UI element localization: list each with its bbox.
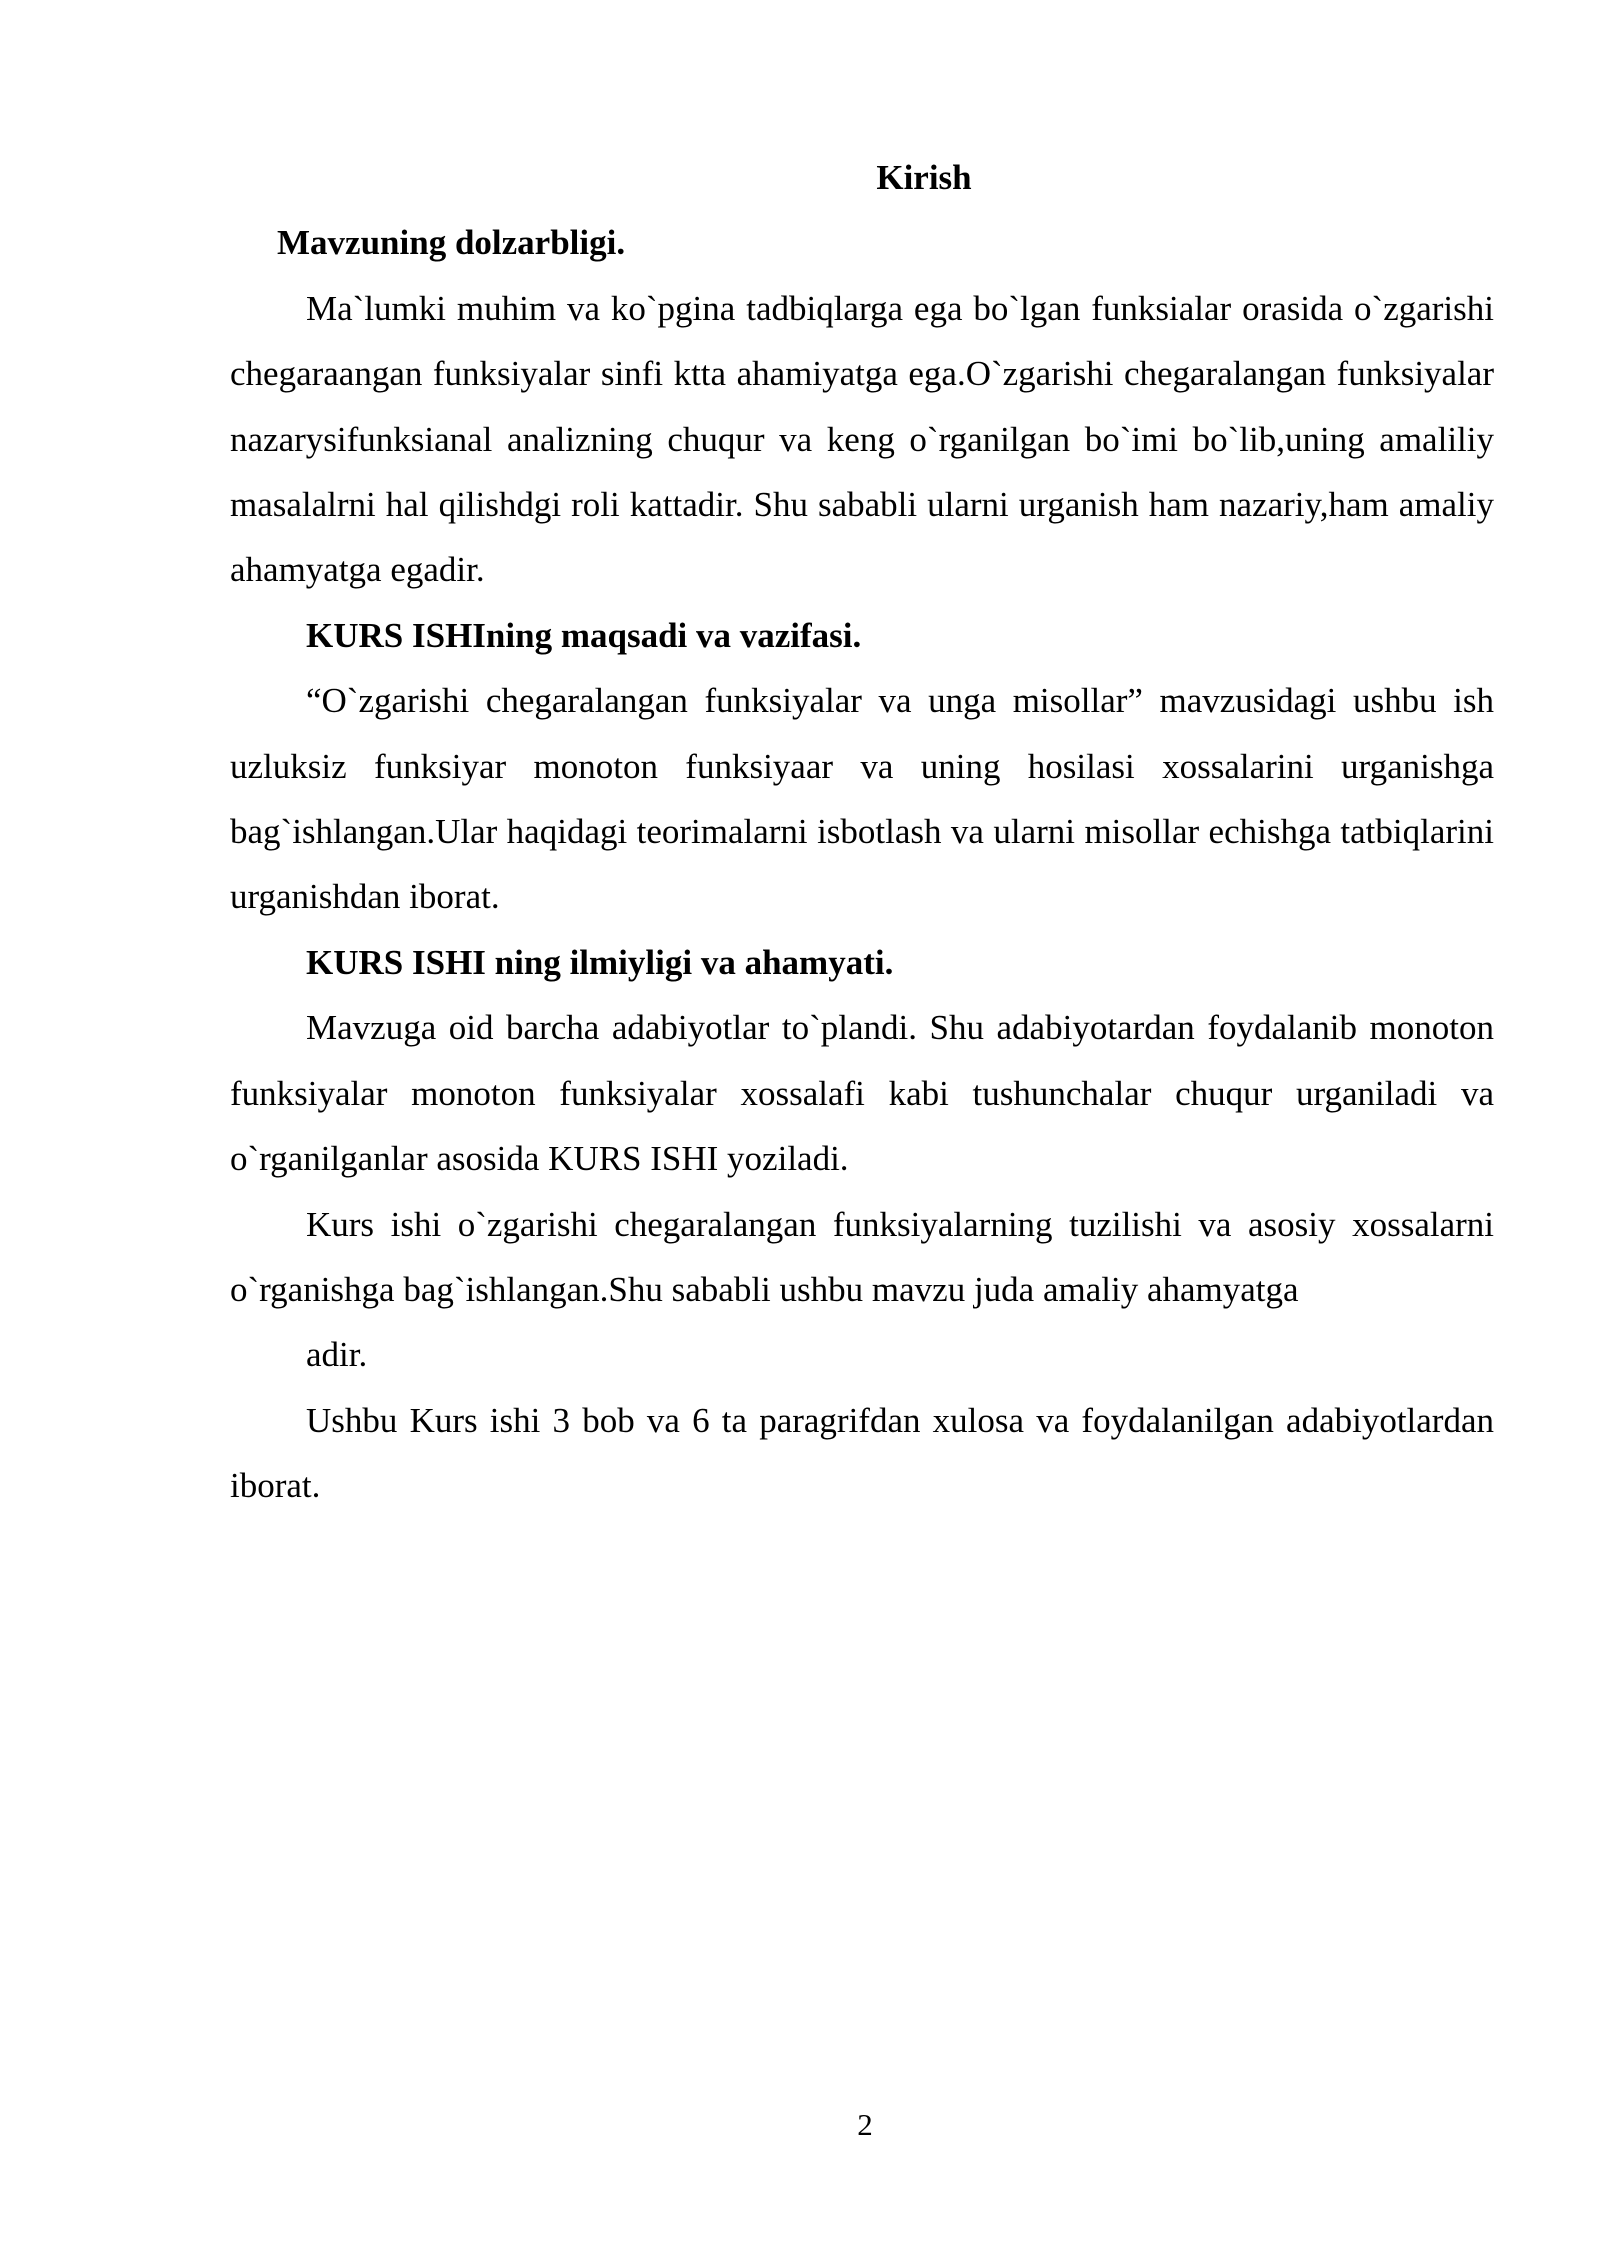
section-heading-goals: KURS ISHIning maqsadi va vazifasi.	[306, 615, 862, 655]
document-title: Kirish	[876, 158, 972, 197]
paragraph-structure: Ushbu Kurs ishi 3 bob va 6 ta paragrifdan xulosa va foydalanilgan adabiyotlardan iborat.	[230, 1400, 1494, 1506]
section-heading-significance: KURS ISHI ning ilmiyligi va ahamyati.	[306, 942, 894, 982]
paragraph-goals: “O`zgarishi chegaralangan funksiyalar va unga misollar” mavzusidagi ushbu ish uzluksiz funksiyar monoton funksiyaar va uning hosilasi xossalarini urganishga bag`ishlangan.Ular haqidagi teorimalarni isbotlash va ularni misollar echishga tatbiqlarini urganishdan iborat.	[230, 681, 1494, 917]
page-number: 2	[857, 2107, 873, 2142]
section-heading-relevance: Mavzuning dolzarbligi.	[277, 223, 626, 263]
document-body	[230, 145, 1494, 1519]
paragraph-significance-3: adir.	[306, 1335, 368, 1375]
paragraph-significance-1: Mavzuga oid barcha adabiyotlar to`plandi. Shu adabiyotardan foydalanib monoton funksiyalar monoton funksiyalar xossalafi kabi tushunchalar chuqur urganiladi va o`rganilganlar asosida KURS ISHI yoziladi.	[230, 1008, 1494, 1179]
paragraph-significance-2: Kurs ishi o`zgarishi chegaralangan funksiyalarning tuzilishi va asosiy xossalarni o`rganishga bag`ishlangan.Shu sababli ushbu mavzu juda amaliy ahamyatga	[230, 1204, 1494, 1309]
paragraph-relevance: Ma`lumki muhim va ko`pgina tadbiqlarga ega bo`lgan funksialar orasida o`zgarishi chegaraangan funksiyalar sinfi ktta ahamiyatga ega.O`zgarishi chegaralangan funksiyalar nazarysifunksianal analizning chuqur va keng o`rganilgan bo`imi bo`lib,uning amaliliy masalalrni hal qilishdgi roli kattadir. Shu sababli ularni urganish ham nazariy,ham amaliy ahamyatga egadir.	[230, 288, 1494, 590]
